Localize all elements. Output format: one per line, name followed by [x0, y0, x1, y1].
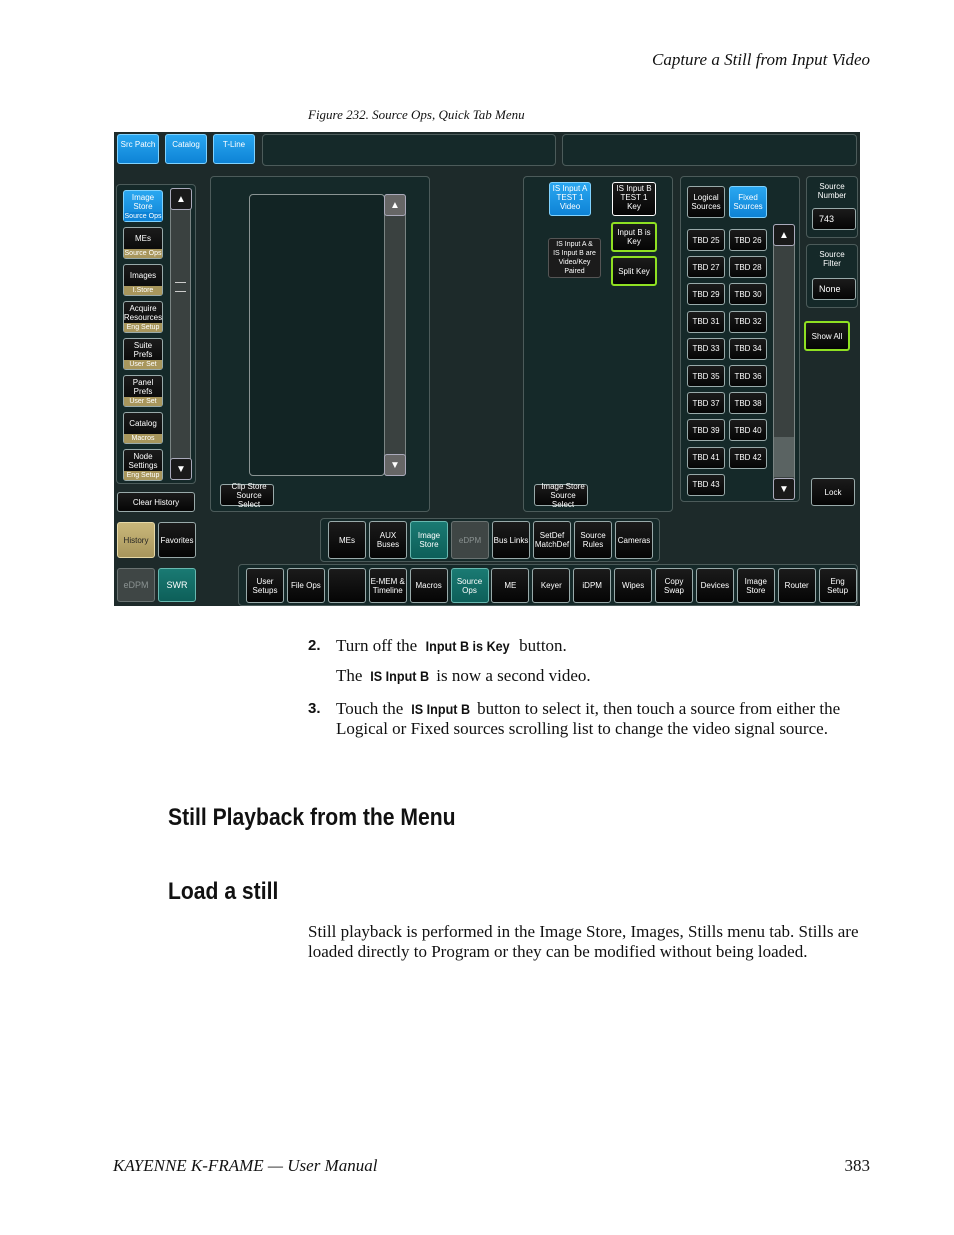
source-number-label: Source Number [817, 182, 847, 200]
tbd-source-button[interactable]: TBD 36 [729, 365, 767, 387]
figure-caption: Figure 232. Source Ops, Quick Tab Menu [308, 107, 525, 122]
bottom-tab-button[interactable]: Source Ops [451, 568, 489, 603]
scroll-grip-icon [175, 282, 186, 292]
input-b-is-key-button[interactable]: Input B is Key [611, 222, 657, 252]
bottom-tab-button[interactable]: Macros [410, 568, 448, 603]
tbd-source-button[interactable]: TBD 29 [687, 283, 725, 305]
clear-history-button[interactable]: Clear History [117, 492, 195, 512]
clip-store-list[interactable] [249, 194, 385, 476]
scroll-down-arrow-icon[interactable]: ▼ [170, 458, 192, 480]
is-input-b-ref-2: IS Input B [410, 701, 470, 717]
bottom-tab-button[interactable]: Image Store [737, 568, 775, 603]
tbd-source-button[interactable]: TBD 35 [687, 365, 725, 387]
source-ops-screenshot [114, 132, 860, 606]
menu-image-store[interactable]: Image Store Source Ops [123, 190, 163, 222]
is-input-a-button[interactable]: IS Input A TEST 1 Video [549, 182, 591, 216]
top-empty-panel-1 [262, 134, 556, 166]
menu-mes[interactable]: MEs Source Ops [123, 227, 163, 259]
show-all-button[interactable]: Show All [804, 321, 850, 351]
tbd-source-button[interactable]: TBD 32 [729, 311, 767, 333]
tbd-source-button[interactable]: TBD 27 [687, 256, 725, 278]
footer-title: KAYENNE K-FRAME — User Manual [113, 1156, 378, 1175]
tbd-source-button[interactable]: TBD 37 [687, 392, 725, 414]
tbd-source-button[interactable]: TBD 33 [687, 338, 725, 360]
page-number: 383 [844, 1156, 870, 1175]
swr-button[interactable]: SWR [158, 568, 196, 602]
is-input-b-button[interactable]: IS Input B TEST 1 Key [612, 182, 656, 216]
step-3-number: 3. [308, 700, 321, 717]
quick-tab-button[interactable]: Source Rules [574, 521, 612, 559]
tab-catalog[interactable]: Catalog [165, 134, 207, 164]
left-menu-scrollbar[interactable] [170, 188, 191, 480]
tbd-source-button[interactable]: TBD 31 [687, 311, 725, 333]
clip-store-source-select[interactable]: Clip Store Source Select [220, 484, 274, 506]
lock-button[interactable]: Lock [811, 478, 855, 506]
tbd-source-button[interactable]: TBD 26 [729, 229, 767, 251]
bottom-tab-button[interactable]: Eng Setup [819, 568, 857, 603]
tbd-source-button[interactable]: TBD 39 [687, 419, 725, 441]
bottom-tab-button[interactable] [328, 568, 366, 603]
sources-scroll-up-icon[interactable]: ▲ [773, 224, 795, 246]
top-empty-panel-2 [562, 134, 857, 166]
body-paragraph: Still playback is performed in the Image Store, Images, Stills menu tab. Stills are loaded directly to Program or they can be modified without being loaded. [308, 922, 859, 961]
input-b-is-key-ref: Input B is Key [426, 638, 511, 654]
scroll-up-arrow-icon[interactable]: ▲ [170, 188, 192, 210]
bottom-tab-button[interactable]: User Setups [246, 568, 284, 603]
bottom-tab-button[interactable]: Devices [696, 568, 734, 603]
paired-status-label: IS Input A & IS Input B are Video/Key Paired [548, 238, 601, 278]
quick-tab-button[interactable]: Cameras [615, 521, 653, 559]
bottom-tab-button[interactable]: ME [491, 568, 529, 603]
tbd-source-button[interactable]: TBD 30 [729, 283, 767, 305]
menu-images[interactable]: Images I.Store [123, 264, 163, 296]
step-3: 3. Touch the IS Input B button to select it, then touch a source from either the Logical or Fixed sources scrolling list to change the video signal source. [308, 699, 841, 738]
running-head: Capture a Still from Input Video [652, 50, 870, 69]
is-input-b-ref: IS Input B [369, 668, 429, 684]
bottom-tab-button[interactable]: Router [778, 568, 816, 603]
clip-scroll-up-icon[interactable]: ▲ [384, 194, 406, 216]
quick-tab-button[interactable]: MEs [328, 521, 366, 559]
tbd-source-button[interactable]: TBD 28 [729, 256, 767, 278]
tbd-source-button[interactable]: TBD 41 [687, 447, 725, 469]
menu-acquire-resources[interactable]: Acquire Resources Eng Setup [123, 301, 163, 333]
step-2-number: 2. [308, 637, 321, 654]
sources-scroll-down-icon[interactable]: ▼ [773, 478, 795, 500]
step-2: 2. Turn off the Input B is Key button. [308, 636, 567, 655]
tbd-source-button[interactable]: TBD 40 [729, 419, 767, 441]
sources-scroll-thumb[interactable] [774, 437, 794, 477]
quick-tab-button[interactable]: Image Store [410, 521, 448, 559]
clip-scroll-down-icon[interactable]: ▼ [384, 454, 406, 476]
quick-tab-button[interactable]: eDPM [451, 521, 489, 559]
heading-load-a-still: Load a still [168, 878, 279, 905]
tbd-source-button[interactable]: TBD 34 [729, 338, 767, 360]
edpm-side-button[interactable]: eDPM [117, 568, 155, 602]
split-key-button[interactable]: Split Key [611, 256, 657, 286]
menu-node-settings[interactable]: Node Settings Eng Setup [123, 449, 163, 481]
logical-sources-tab[interactable]: Logical Sources [687, 186, 725, 218]
tab-src-patch[interactable]: Src Patch [117, 134, 159, 164]
image-store-source-select[interactable]: Image Store Source Select [534, 484, 588, 506]
quick-tab-button[interactable]: SetDef MatchDef [533, 521, 571, 559]
menu-suite-prefs[interactable]: Suite Prefs User Set [123, 338, 163, 370]
bottom-tab-button[interactable]: File Ops [287, 568, 325, 603]
quick-tab-button[interactable]: Bus Links [492, 521, 530, 559]
bottom-tab-button[interactable]: Keyer [532, 568, 570, 603]
heading-still-playback: Still Playback from the Menu [168, 804, 456, 831]
bottom-tab-button[interactable]: Copy Swap [655, 568, 693, 603]
step-2-result: The IS Input B is now a second video. [336, 666, 591, 685]
source-number-value[interactable]: 743 [812, 208, 856, 230]
fixed-sources-tab[interactable]: Fixed Sources [729, 186, 767, 218]
source-filter-value[interactable]: None [812, 278, 856, 300]
history-button[interactable]: History [117, 522, 155, 558]
menu-catalog[interactable]: Catalog Macros [123, 412, 163, 444]
bottom-tab-button[interactable]: E-MEM & Timeline [369, 568, 407, 603]
tbd-source-button[interactable]: TBD 38 [729, 392, 767, 414]
favorites-button[interactable]: Favorites [158, 522, 196, 558]
tbd-source-button[interactable]: TBD 43 [687, 474, 725, 496]
tbd-source-button[interactable]: TBD 42 [729, 447, 767, 469]
menu-panel-prefs[interactable]: Panel Prefs User Set [123, 375, 163, 407]
bottom-tab-button[interactable]: iDPM [573, 568, 611, 603]
tbd-source-button[interactable]: TBD 25 [687, 229, 725, 251]
clip-store-scrollbar[interactable] [384, 194, 406, 476]
tab-t-line[interactable]: T-Line [213, 134, 255, 164]
quick-tab-button[interactable]: AUX Buses [369, 521, 407, 559]
source-filter-label: Source Filter [819, 250, 845, 268]
bottom-tab-button[interactable]: Wipes [614, 568, 652, 603]
